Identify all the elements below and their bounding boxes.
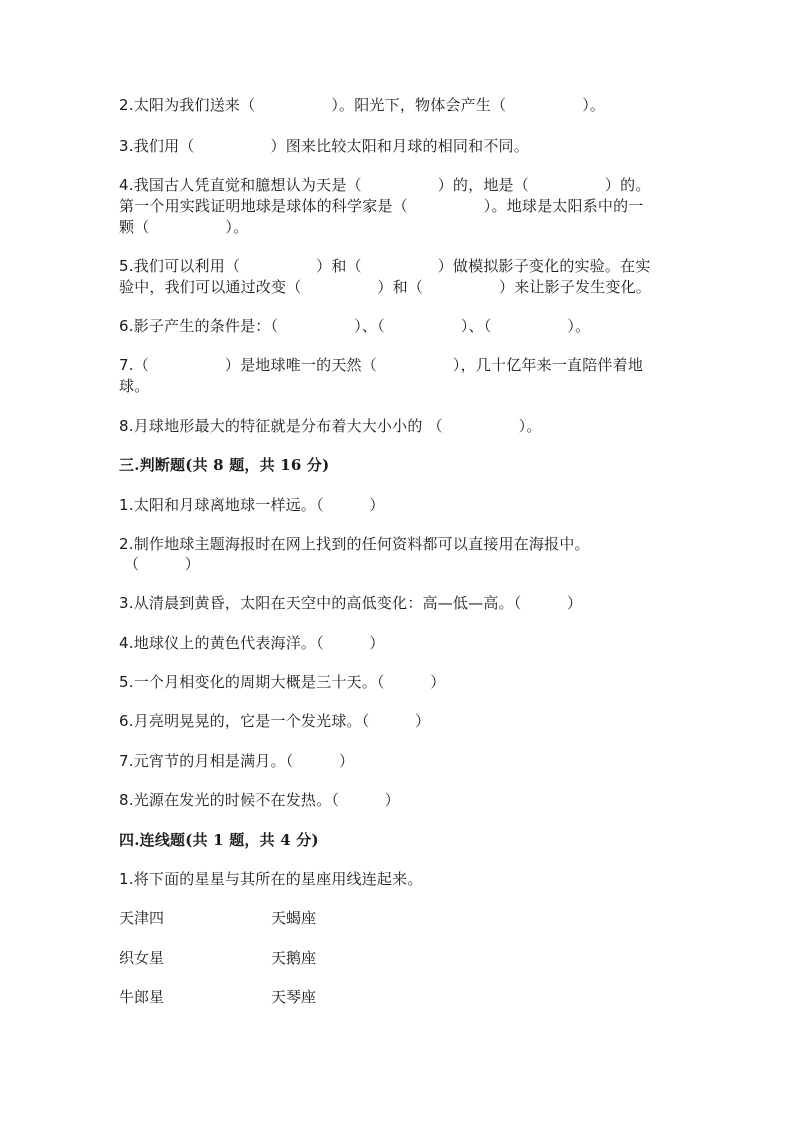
question-fill-2: 2.太阳为我们送来（ ）。阳光下，物体会产生（ ）。	[119, 96, 606, 114]
question-fill-5-line-2: 验中，我们可以通过改变（ ）和（ ）来让影子发生变化。	[119, 278, 652, 296]
question-fill-7-line-2: 球。	[119, 377, 150, 395]
match-instruction: 1.将下面的星星与其所在的星座用线连起来。	[119, 870, 423, 888]
judge-item-2-bracket: （ ）	[124, 555, 201, 573]
judge-item-1: 1.太阳和月球离地球一样远。（ ）	[119, 496, 385, 514]
judge-item-6: 6.月亮明晃晃的，它是一个发光球。（ ）	[119, 712, 431, 730]
match-constellation-3: 天琴座	[271, 988, 317, 1006]
judge-item-3: 3.从清晨到黄昏，太阳在天空中的高低变化：高—低—高。（ ）	[119, 594, 583, 612]
section-title-match: 四.连线题(共 1 题，共 4 分)	[119, 831, 319, 849]
judge-item-5: 5.一个月相变化的周期大概是三十天。（ ）	[119, 673, 446, 691]
question-fill-8: 8.月球地形最大的特征就是分布着大大小小的 （ ）。	[119, 417, 542, 435]
match-star-3: 牛郎星	[119, 988, 165, 1006]
question-fill-5-line-1: 5.我们可以利用（ ）和（ ）做模拟影子变化的实验。在实	[119, 257, 651, 275]
match-star-1: 天津四	[119, 909, 165, 927]
judge-item-7: 7.元宵节的月相是满月。（ ）	[119, 752, 355, 770]
question-fill-7-line-1: 7.（ ）是地球唯一的天然（ ），几十亿年来一直陪伴着地	[119, 356, 644, 374]
question-fill-6: 6.影子产生的条件是：（ ）、（ ）、（ ）。	[119, 317, 591, 335]
section-title-judge: 三.判断题(共 8 题，共 16 分)	[119, 456, 330, 474]
match-constellation-1: 天蝎座	[271, 909, 317, 927]
match-constellation-2: 天鹅座	[271, 949, 317, 967]
judge-item-8: 8.光源在发光的时候不在发热。（ ）	[119, 791, 400, 809]
judge-item-2: 2.制作地球主题海报时在网上找到的任何资料都可以直接用在海报中。	[119, 535, 590, 553]
question-fill-4-line-2: 第一个用实践证明地球是球体的科学家是（ ）。地球是太阳系中的一	[119, 197, 644, 215]
question-fill-4-line-1: 4.我国古人凭直觉和臆想认为天是（ ）的，地是（ ）的。	[119, 176, 651, 194]
match-star-2: 织女星	[119, 949, 165, 967]
judge-item-4: 4.地球仪上的黄色代表海洋。（ ）	[119, 634, 385, 652]
question-fill-3: 3.我们用（ ）图来比较太阳和月球的相同和不同。	[119, 137, 529, 155]
question-fill-4-line-3: 颗（ ）。	[119, 218, 249, 236]
